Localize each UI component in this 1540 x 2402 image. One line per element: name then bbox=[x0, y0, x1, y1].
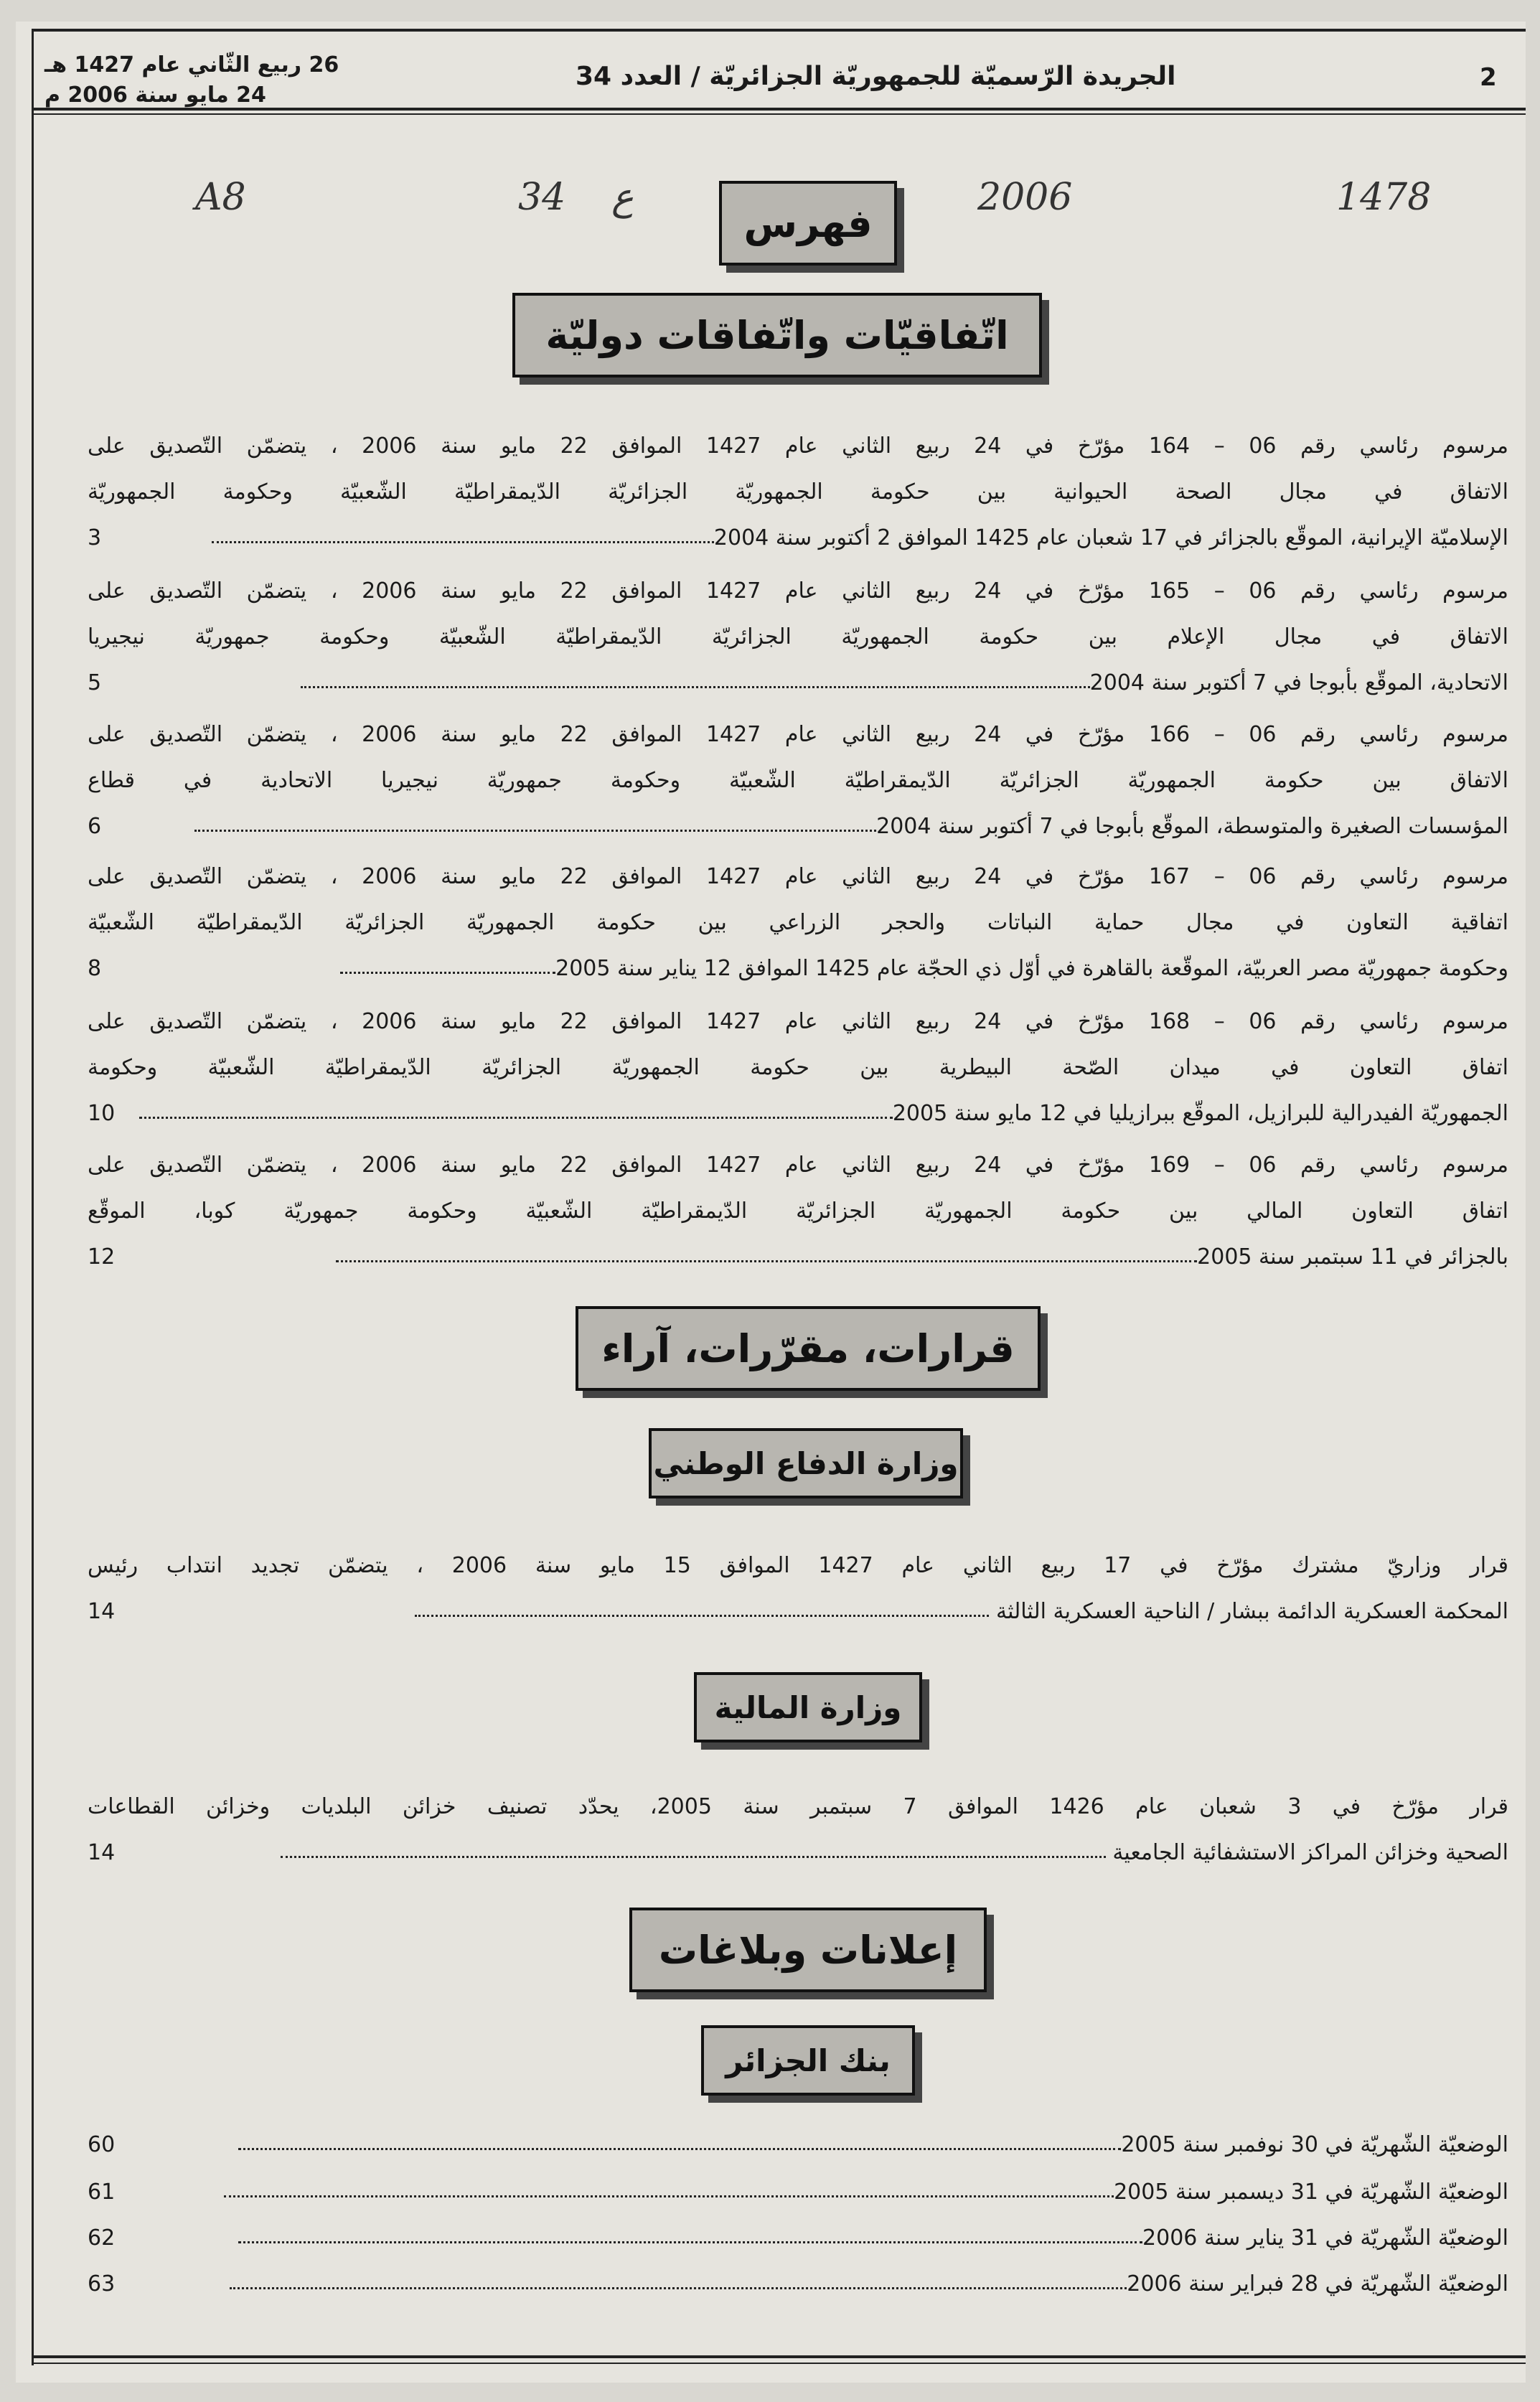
bottom-rule bbox=[32, 2355, 1526, 2358]
handwriting-4: 2006 bbox=[977, 176, 1073, 219]
agreement-entry-line bbox=[88, 515, 1508, 561]
bank-entry-row bbox=[88, 2172, 1508, 2213]
finance-entry-page: 14 bbox=[88, 1840, 116, 1865]
agreement-entry-line bbox=[88, 1091, 1508, 1137]
dot-leader bbox=[301, 679, 1090, 688]
agreement-entry-line: اتفاق التعاون المالي بين حكومة الجمهوريّة الجزائريّة الدّيمقراطيّة الشّعبيّة وحكومة جمهوريّة كوبا، الموقّع bbox=[88, 1198, 1508, 1224]
dot-leader bbox=[238, 2234, 1142, 2243]
index-title: فهرس bbox=[719, 181, 897, 266]
agreement-entry bbox=[88, 423, 1508, 561]
agreement-entry-line: مرسوم رئاسي رقم 06 – 166 مؤرّخ في 24 ربيع الثاني عام 1427 الموافق 22 مايو سنة 2006 ، يتضمّن التّصديق على bbox=[88, 722, 1508, 747]
agreement-entry-line-text: الإسلاميّة الإيرانية، الموقّع بالجزائر في 17 شعبان عام 1425 الموافق 2 أكتوبر سنة 2004 bbox=[713, 525, 1508, 550]
agreement-entry-line-text: الجمهوريّة الفيدرالية للبرازيل، الموقّع ببرازيليا في 12 مايو سنة 2005 bbox=[892, 1101, 1508, 1126]
finance-entry bbox=[88, 1784, 1508, 1876]
agreement-entry-line-text: وحكومة جمهوريّة مصر العربيّة، الموقّعة بالقاهرة في أوّل ذي الحجّة عام 1425 الموافق 12 يناير سنة 2005 bbox=[555, 956, 1508, 981]
agreement-entry bbox=[88, 854, 1508, 992]
section-title-agreements: اتّفاقيّات واتّفاقات دوليّة bbox=[512, 293, 1042, 377]
page bbox=[16, 22, 1526, 2383]
agreement-entry-line: الاتفاق في مجال الإعلام بين حكومة الجمهوريّة الجزائريّة الدّيمقراطيّة الشّعبيّة وحكومة جمهوريّة نيجيريا bbox=[88, 624, 1508, 649]
header-date-hijri: 26 ربيع الثّاني عام 1427 هـ bbox=[44, 52, 339, 78]
top-rule bbox=[32, 29, 1526, 32]
agreement-entry-line-text: بالجزائر في 11 سبتمبر سنة 2005 bbox=[1197, 1244, 1508, 1270]
section-title-announcements: إعلانات وبلاغات bbox=[629, 1908, 987, 1992]
bank-entry-page: 63 bbox=[88, 2271, 116, 2297]
defense-entry-line-1: قرار وزاريّ مشترك مؤرّخ في 17 ربيع الثاني عام 1427 الموافق 15 مايو سنة 2006 ، يتضمّن تجديد انتداب رئيس bbox=[88, 1553, 1509, 1578]
dot-leader bbox=[139, 1109, 893, 1119]
header-date-gregorian: 24 مايو سنة 2006 م bbox=[44, 83, 266, 108]
handwriting-5: 1478 bbox=[1336, 176, 1432, 219]
subsection-title-finance: وزارة المالية bbox=[694, 1672, 922, 1742]
agreement-entry-line: اتفاقية التعاون في مجال حماية النباتات والحجر الزراعي بين حكومة الجمهوريّة الجزائريّة الدّيمقراطيّة الشّعبيّة bbox=[88, 910, 1508, 935]
bank-entry-row bbox=[88, 2263, 1508, 2305]
subsection-title-bank: بنك الجزائر bbox=[701, 2025, 915, 2096]
dot-leader bbox=[230, 2280, 1127, 2289]
bank-entry-text: الوضعيّة الشّهريّة في 28 فبراير سنة 2006 bbox=[1127, 2271, 1508, 2297]
bank-entry bbox=[88, 2263, 1508, 2305]
defense-entry-line-2-text: المحكمة العسكرية الدائمة ببشار / الناحية العسكرية الثالثة bbox=[996, 1599, 1508, 1624]
agreement-entry-line: مرسوم رئاسي رقم 06 – 164 مؤرّخ في 24 ربيع الثاني عام 1427 الموافق 22 مايو سنة 2006 ، يتضمّن التّصديق على bbox=[88, 433, 1508, 459]
agreement-entry-line-text: المؤسسات الصغيرة والمتوسطة، الموقّع بأبوجا في 7 أكتوبر سنة 2004 bbox=[876, 814, 1508, 839]
bank-entry bbox=[88, 2218, 1508, 2259]
finance-entry-line-2-text: الصحية وخزائن المراكز الاستشفائية الجامعية bbox=[1112, 1840, 1508, 1865]
finance-entry-line-1: قرار مؤرّخ في 3 شعبان عام 1426 الموافق 7 سبتمبر سنة 2005، يحدّد تصنيف خزائن البلديات وخزائن القطاعات bbox=[88, 1794, 1508, 1819]
left-margin-line bbox=[32, 29, 34, 2365]
header-rule-inner bbox=[32, 113, 1526, 115]
agreement-entry-line: مرسوم رئاسي رقم 06 – 169 مؤرّخ في 24 ربيع الثاني عام 1427 الموافق 22 مايو سنة 2006 ، يتضمّن التّصديق على bbox=[88, 1153, 1508, 1178]
dot-leader bbox=[340, 965, 555, 974]
subsection-title-defense: وزارة الدفاع الوطني bbox=[649, 1428, 963, 1498]
dot-leader bbox=[336, 1253, 1197, 1262]
handwriting-3: ع bbox=[611, 176, 634, 219]
agreement-entry bbox=[88, 1143, 1508, 1280]
agreement-entry-line bbox=[88, 804, 1508, 850]
bank-entry-row bbox=[88, 2218, 1508, 2259]
dot-leader bbox=[194, 822, 876, 832]
agreement-entry bbox=[88, 712, 1508, 850]
agreement-entry-page: 5 bbox=[88, 670, 102, 695]
agreement-entry-page: 6 bbox=[88, 814, 102, 839]
finance-entry-line-2 bbox=[88, 1830, 1508, 1876]
agreement-entry-line: اتفاق التعاون في ميدان الصّحة البيطرية بين حكومة الجمهوريّة الجزائريّة الدّيمقراطيّة الشّعبيّة وحكومة bbox=[88, 1055, 1508, 1080]
bank-entry-text: الوضعيّة الشّهريّة في 31 يناير سنة 2006 bbox=[1142, 2225, 1508, 2251]
agreement-entry-page: 12 bbox=[88, 1244, 116, 1270]
bottom-rule-inner bbox=[32, 2363, 1526, 2364]
header-page-number: 2 bbox=[1480, 63, 1497, 92]
handwriting-1: A8 bbox=[195, 176, 246, 219]
bank-entry bbox=[88, 2172, 1508, 2213]
agreement-entry-line-text: الاتحادية، الموقّع بأبوجا في 7 أكتوبر سنة 2004 bbox=[1089, 670, 1508, 695]
agreement-entry-page: 8 bbox=[88, 956, 102, 981]
bank-entry-row bbox=[88, 2124, 1508, 2166]
dot-leader bbox=[415, 1608, 989, 1617]
agreement-entry-page: 10 bbox=[88, 1101, 116, 1126]
agreement-entry-line: مرسوم رئاسي رقم 06 – 167 مؤرّخ في 24 ربيع الثاني عام 1427 الموافق 22 مايو سنة 2006 ، يتضمّن التّصديق على bbox=[88, 864, 1508, 889]
agreement-entry bbox=[88, 568, 1508, 706]
defense-entry-line-2 bbox=[88, 1589, 1508, 1635]
dot-leader bbox=[281, 1849, 1106, 1858]
agreement-entry-line: مرسوم رئاسي رقم 06 – 168 مؤرّخ في 24 ربيع الثاني عام 1427 الموافق 22 مايو سنة 2006 ، يتضمّن التّصديق على bbox=[88, 1009, 1508, 1034]
handwriting-2: 34 bbox=[518, 176, 566, 219]
bank-entry bbox=[88, 2124, 1508, 2166]
agreement-entry-line: الاتفاق بين حكومة الجمهوريّة الجزائريّة الدّيمقراطيّة الشّعبيّة وحكومة جمهوريّة نيجيريا الاتحادية في قطاع bbox=[88, 768, 1508, 793]
dot-leader bbox=[238, 2141, 1121, 2150]
agreement-entry-line bbox=[88, 1234, 1508, 1280]
header-title: الجريدة الرّسميّة للجمهوريّة الجزائريّة / العدد 34 bbox=[576, 62, 1176, 91]
bank-entry-text: الوضعيّة الشّهريّة في 30 نوفمبر سنة 2005 bbox=[1121, 2132, 1508, 2157]
section-title-decisions: قرارات، مقرّرات، آراء bbox=[576, 1306, 1041, 1391]
bank-entry-text: الوضعيّة الشّهريّة في 31 ديسمبر سنة 2005 bbox=[1114, 2180, 1508, 2205]
agreement-entry-line bbox=[88, 660, 1508, 706]
header-date bbox=[44, 50, 339, 111]
agreement-entry-page: 3 bbox=[88, 525, 102, 550]
agreement-entry bbox=[88, 999, 1508, 1137]
agreement-entry-line: الاتفاق في مجال الصحة الحيوانية بين حكومة الجمهوريّة الجزائريّة الدّيمقراطيّة الشّعبيّة وحكومة الجمهوريّة bbox=[88, 479, 1508, 505]
defense-entry bbox=[88, 1543, 1508, 1635]
defense-entry-page: 14 bbox=[88, 1599, 116, 1624]
bank-entry-page: 61 bbox=[88, 2180, 116, 2205]
dot-leader bbox=[224, 2188, 1114, 2197]
bank-entry-page: 62 bbox=[88, 2225, 116, 2251]
dot-leader bbox=[212, 534, 714, 543]
agreement-entry-line bbox=[88, 946, 1508, 992]
bank-entry-page: 60 bbox=[88, 2132, 116, 2157]
agreement-entry-line: مرسوم رئاسي رقم 06 – 165 مؤرّخ في 24 ربيع الثاني عام 1427 الموافق 22 مايو سنة 2006 ، يتضمّن التّصديق على bbox=[88, 578, 1508, 604]
